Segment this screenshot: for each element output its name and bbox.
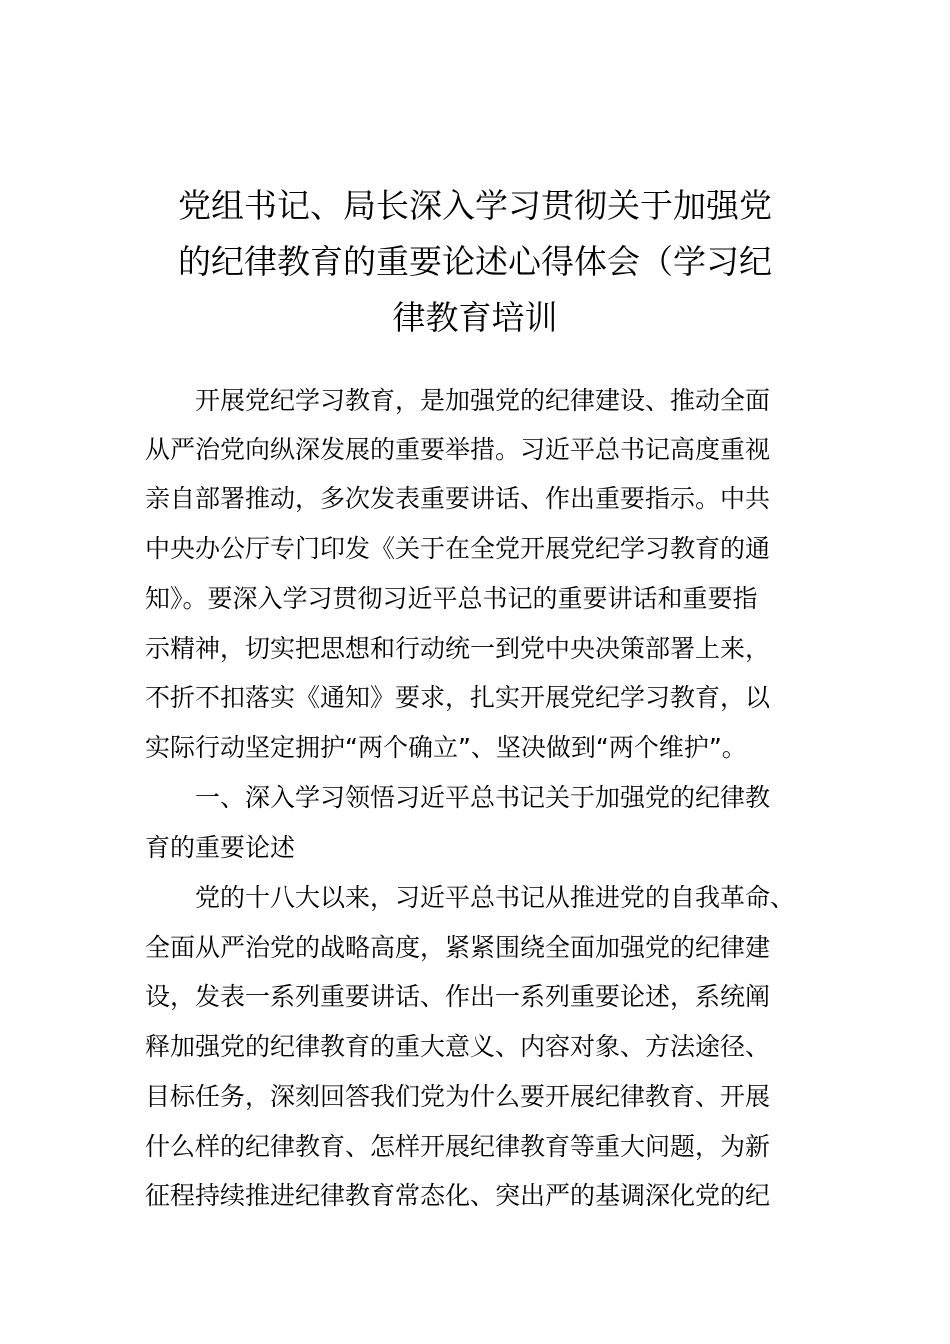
body-line-2: 从严治党向纵深发展的重要举措。习近平总书记高度重视 bbox=[145, 435, 771, 464]
body-line-8: 实际行动坚定拥护“两个确立”、坚决做到“两个维护”。 bbox=[145, 733, 747, 762]
body-line-9: 党的十八大以来，习近平总书记从推进党的自我革命、 bbox=[195, 883, 796, 912]
body-line-6: 示精神，切实把思想和行动统一到党中央决策部署上来， bbox=[145, 634, 771, 663]
document-title bbox=[140, 178, 810, 346]
body-line-13: 目标任务，深刻回答我们党为什么要开展纪律教育、开展 bbox=[145, 1082, 771, 1111]
body-line-3: 亲自部署推动，多次发表重要讲话、作出重要指示。中共 bbox=[145, 484, 771, 513]
title-line-1: 党组书记、局长深入学习贯彻关于加强党 bbox=[178, 186, 772, 225]
body-line-1: 开展党纪学习教育，是加强党的纪律建设、推动全面 bbox=[195, 386, 771, 415]
body-line-7: 不折不扣落实《通知》要求，扎实开展党纪学习教育，以 bbox=[145, 683, 771, 712]
body-line-11: 设，发表一系列重要讲话、作出一系列重要论述，系统阐 bbox=[145, 982, 771, 1011]
body-line-14: 什么样的纪律教育、怎样开展纪律教育等重大问题，为新 bbox=[145, 1132, 771, 1161]
body-line-15: 征程持续推进纪律教育常态化、突出严的基调深化党的纪 bbox=[145, 1181, 771, 1210]
section-heading-line-2: 育的重要论述 bbox=[145, 833, 296, 862]
section-heading-line-1: 一、深入学习领悟习近平总书记关于加强党的纪律教 bbox=[195, 783, 771, 812]
title-line-3: 律教育培训 bbox=[392, 298, 558, 337]
body-line-4: 中央办公厅专门印发《关于在全党开展党纪学习教育的通 bbox=[145, 534, 771, 563]
body-line-5: 知》。要深入学习贯彻习近平总书记的重要讲话和重要指 bbox=[145, 584, 758, 613]
body-line-12: 释加强党的纪律教育的重大意义、内容对象、方法途径、 bbox=[145, 1032, 771, 1061]
body-line-10: 全面从严治党的战略高度，紧紧围绕全面加强党的纪律建 bbox=[145, 933, 771, 962]
title-line-2: 的纪律教育的重要论述心得体会（学习纪 bbox=[178, 242, 772, 281]
